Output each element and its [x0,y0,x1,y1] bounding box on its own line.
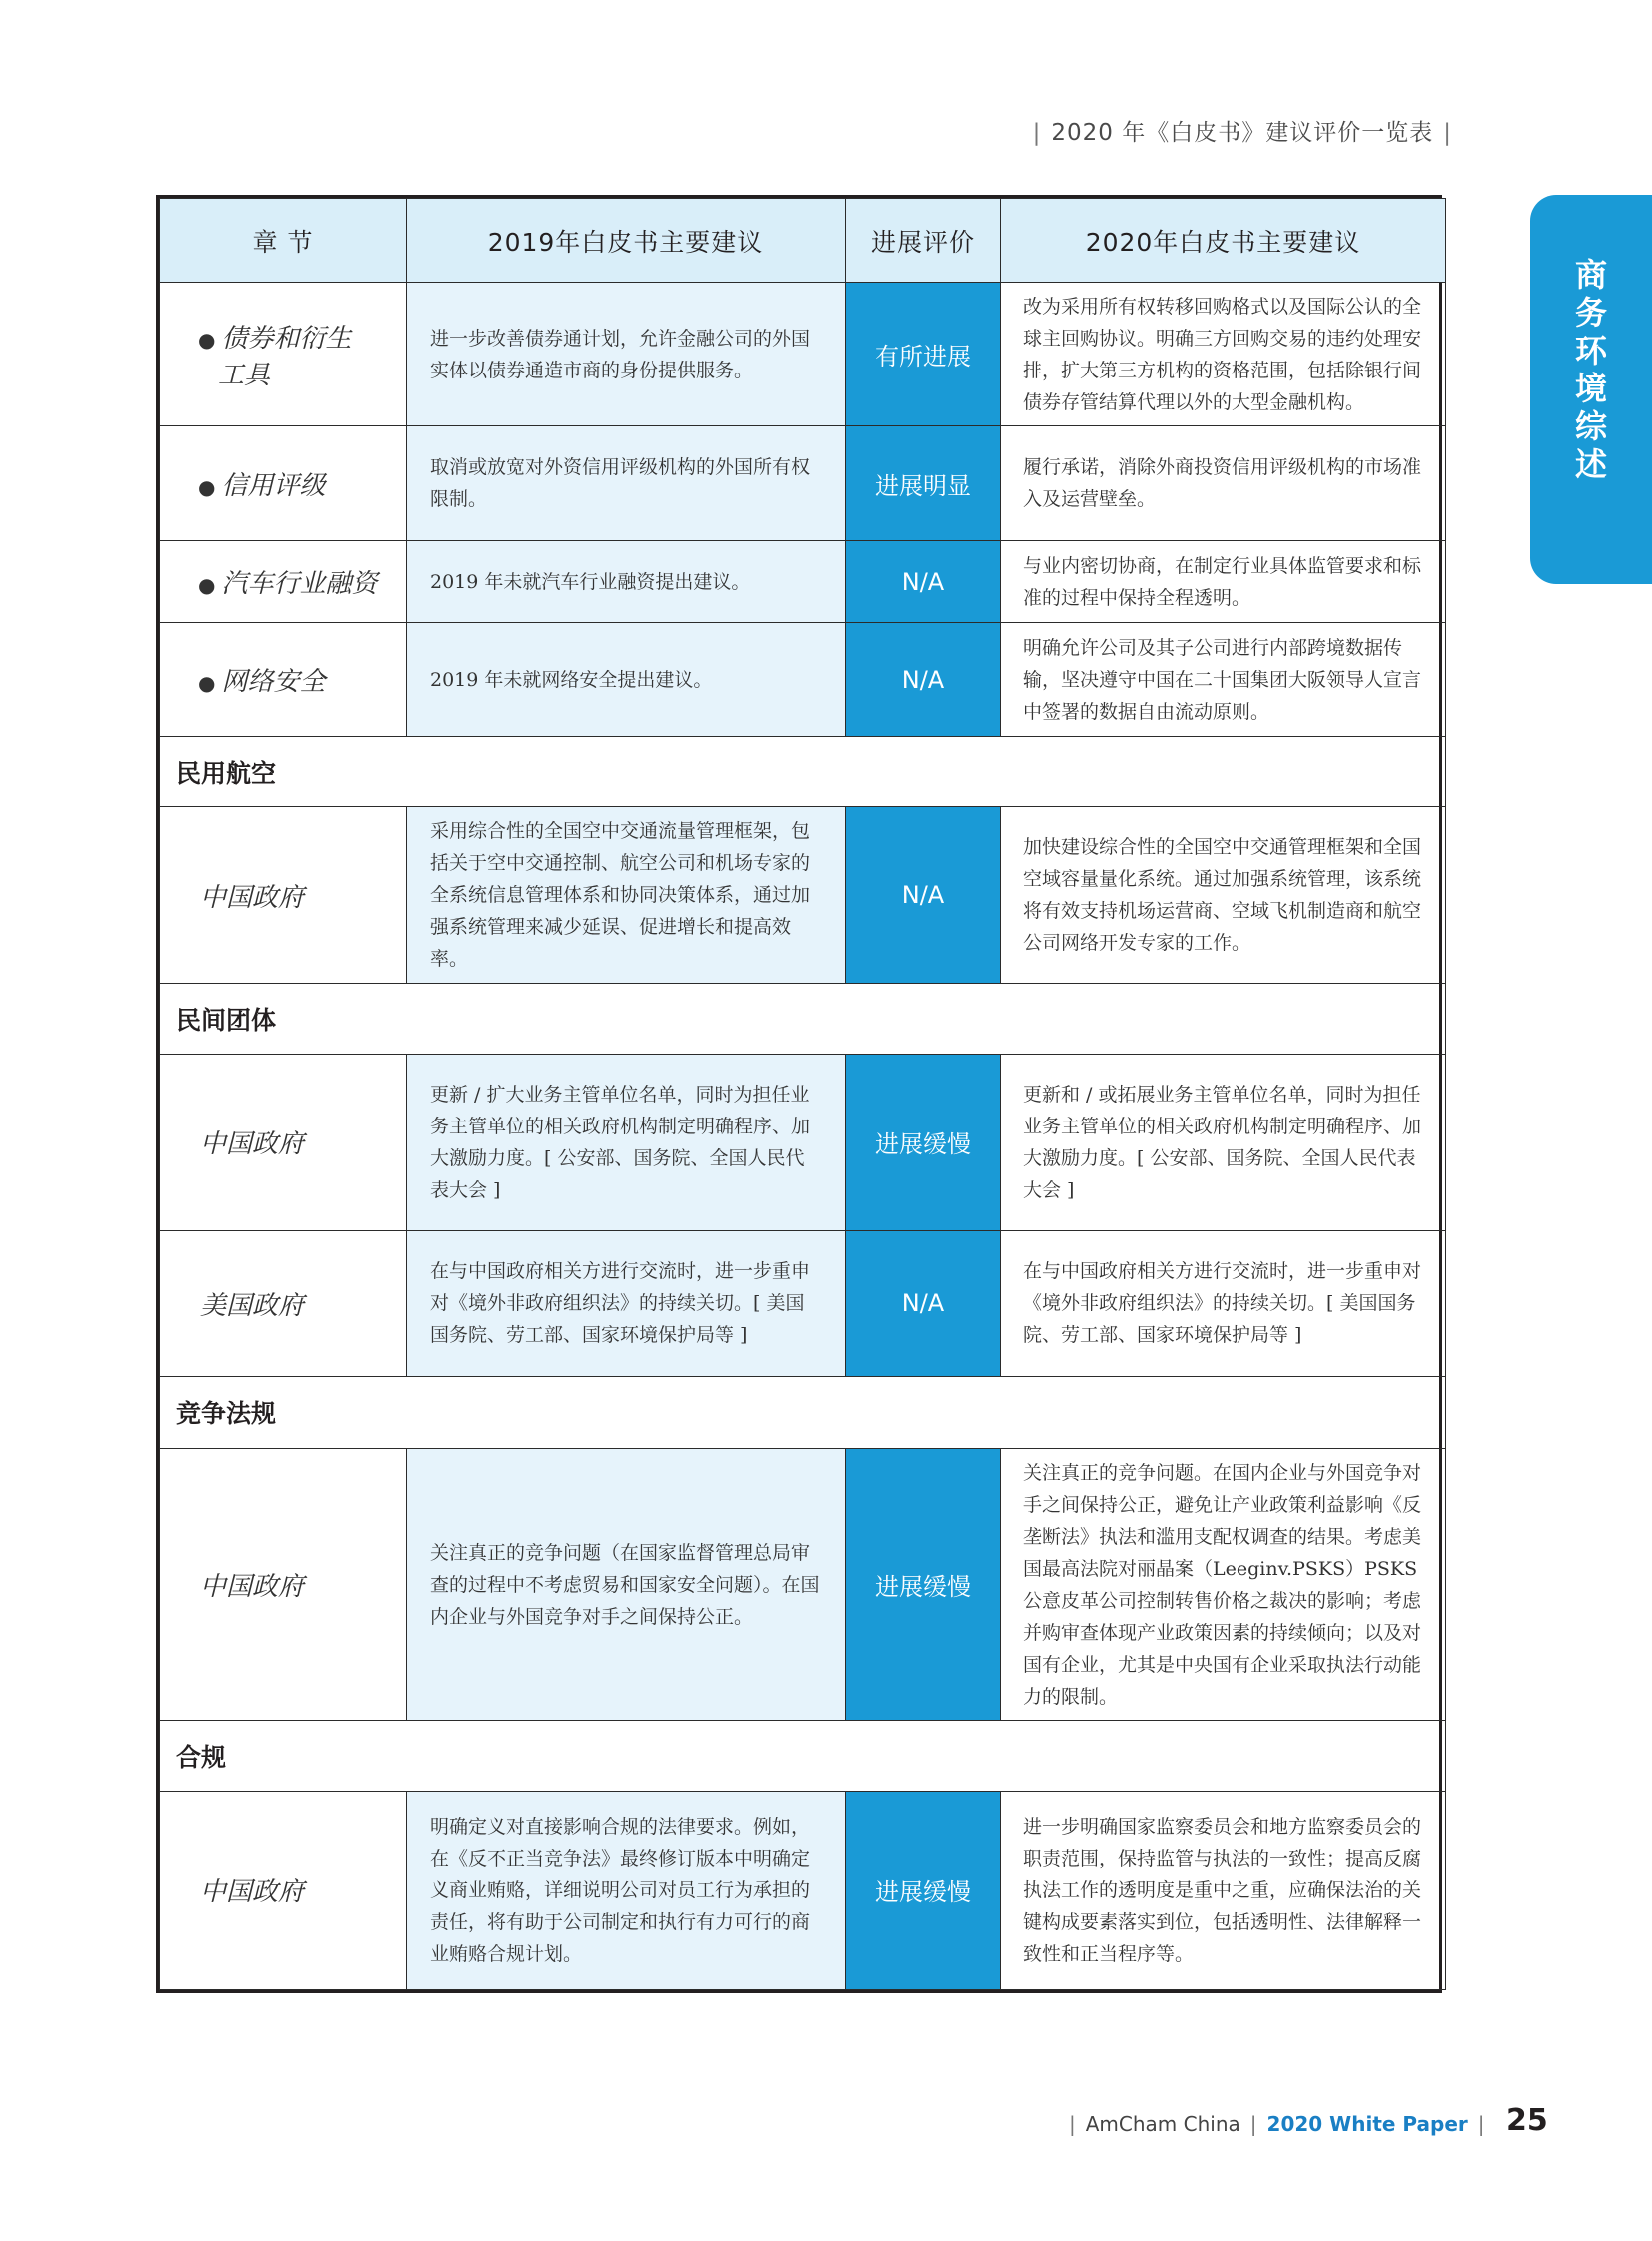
side-tab-char: 商 [1574,256,1607,294]
section-header-row [160,1721,1446,1791]
page-header-title: 2020 年《白皮书》建议评价一览表 [1051,120,1434,146]
evaluation-badge: 进展缓慢 [846,1448,1001,1721]
rec-2019-cell: 2019 年未就网络安全提出建议。 [407,623,846,737]
bullet-icon: ● [198,671,216,696]
rec-2020-cell: 加快建设综合性的全国空中交通管理框架和全国空域容量量化系统。通过加强系统管理，该系统将有效支持机场运营商、空域飞机制造商和航空公司网络开发专家的工作。 [1001,807,1446,984]
rec-2020-cell: 与业内密切协商，在制定行业具体监管要求和标准的过程中保持全程透明。 [1001,540,1446,622]
bullet-icon: ● [198,327,216,352]
rec-2020-cell: 履行承诺，消除外商投资信用评级机构的市场准入及运营壁垒。 [1001,426,1446,541]
section-header-row [160,1376,1446,1448]
evaluation-badge: N/A [846,540,1001,622]
section-title: 民间团体 [160,984,1446,1054]
topic-label-continued: 工具 [218,360,271,390]
rec-2019-cell: 2019 年未就汽车行业融资提出建议。 [407,540,846,622]
rec-2019-cell: 采用综合性的全国空中交通流量管理框架，包括关于空中交通控制、航空公司和机场专家的全系统信息管理体系和协同决策体系，通过加强系统管理来减少延误、促进增长和提高效率。 [407,807,846,984]
recommendation-table [156,195,1442,1993]
section-title: 合规 [160,1721,1446,1791]
table-row [160,1448,1446,1721]
rec-2020-cell: 改为采用所有权转移回购格式以及国际公认的全球主回购协议。明确三方回购交易的违约处理安排，扩大第三方机构的资格范围，包括除银行间债券存管结算代理以外的大型金融机构。 [1001,283,1446,426]
section-title: 竞争法规 [160,1376,1446,1448]
section-header-row [160,736,1446,806]
topic-cell: 中国政府 [160,1448,407,1721]
table-row [160,540,1446,622]
table-row [160,1230,1446,1376]
running-header [1023,114,1462,147]
page-footer [1059,2112,1538,2136]
evaluation-badge: 进展明显 [846,426,1001,541]
section-side-tab[interactable] [1530,195,1652,584]
footer-divider: | [1249,2112,1257,2136]
page-number: 25 [1506,2103,1548,2138]
evaluation-badge: N/A [846,807,1001,984]
side-tab-char: 综 [1574,407,1607,445]
section-title: 民用航空 [160,736,1446,806]
table-row [160,807,1446,984]
header-divider-right: | [1443,120,1452,146]
header-progress-evaluation: 进展评价 [846,199,1001,283]
topic-label: 信用评级 [221,470,326,501]
topic-cell [160,426,407,541]
rec-2019-cell: 明确定义对直接影响合规的法律要求。例如，在《反不正当竞争法》最终修订版本中明确定义商业贿赂，详细说明公司对员工行为承担的责任，将有助于公司制定和执行有力可行的商业贿赂合规计划。 [407,1791,846,1989]
topic-cell [160,623,407,737]
rec-2020-cell: 更新和 / 或拓展业务主管单位名单，同时为担任业务主管单位的相关政府机构制定明确程序、加大激励力度。[ 公安部、国务院、全国人民代表大会 ] [1001,1054,1446,1230]
topic-cell: 中国政府 [160,807,407,984]
rec-2019-cell: 在与中国政府相关方进行交流时，进一步重申对《境外非政府组织法》的持续关切。[ 美国国务院、劳工部、国家环境保护局等 ] [407,1230,846,1376]
topic-cell [160,283,407,426]
footer-org: AmCham China [1085,2112,1240,2136]
rec-2019-cell: 更新 / 扩大业务主管单位名单，同时为担任业务主管单位的相关政府机构制定明确程序、加大激励力度。[ 公安部、国务院、全国人民代表大会 ] [407,1054,846,1230]
footer-divider: | [1069,2112,1076,2136]
table-row [160,283,1446,426]
evaluation-badge: 有所进展 [846,283,1001,426]
topic-label: 网络安全 [221,667,326,698]
table-row [160,1054,1446,1230]
rec-2020-cell: 在与中国政府相关方进行交流时，进一步重申对《境外非政府组织法》的持续关切。[ 美国国务院、劳工部、国家环境保护局等 ] [1001,1230,1446,1376]
table-row [160,1791,1446,1989]
table-row [160,623,1446,737]
rec-2020-cell: 明确允许公司及其子公司进行内部跨境数据传输，坚决遵守中国在二十国集团大阪领导人宣言中签署的数据自由流动原则。 [1001,623,1446,737]
topic-cell: 美国政府 [160,1230,407,1376]
header-2020-recommendations: 2020年白皮书主要建议 [1001,199,1446,283]
rec-2019-cell: 关注真正的竞争问题（在国家监督管理总局审查的过程中不考虑贸易和国家安全问题）。在国内企业与外国竞争对手之间保持公正。 [407,1448,846,1721]
table-row [160,426,1446,541]
side-tab-char: 述 [1574,445,1607,483]
side-tab-char: 境 [1574,370,1607,407]
rec-2020-cell: 进一步明确国家监察委员会和地方监察委员会的职责范围，保持监管与执法的一致性；提高反腐执法工作的透明度是重中之重，应确保法治的关键构成要素落实到位，包括透明性、法律解释一致性和正当程序等。 [1001,1791,1446,1989]
topic-cell [160,540,407,622]
topic-label: 汽车行业融资 [221,569,378,600]
header-chapter: 章 节 [160,199,407,283]
evaluation-badge: N/A [846,1230,1001,1376]
bullet-icon: ● [198,573,216,598]
topic-cell: 中国政府 [160,1791,407,1989]
footer-publication: 2020 White Paper [1266,2112,1468,2136]
side-tab-char: 务 [1574,294,1607,332]
evaluation-badge: 进展缓慢 [846,1791,1001,1989]
bullet-icon: ● [198,474,216,499]
table-header-row [160,199,1446,283]
topic-label: 债券和衍生 [221,323,352,354]
rec-2019-cell: 取消或放宽对外资信用评级机构的外国所有权限制。 [407,426,846,541]
rec-2020-cell: 关注真正的竞争问题。在国内企业与外国竞争对手之间保持公正，避免让产业政策利益影响《反垄断法》执法和滥用支配权调查的结果。考虑美国最高法院对丽晶案（Leeginv.PSKS）PSKS 公意皮革公司控制转售价格之裁决的影响；考虑并购审查体现产业政策因素的持续倾向；以及对国有企业，尤其是中央国有企业采取执法行动能力的限制。 [1001,1448,1446,1721]
header-2019-recommendations: 2019年白皮书主要建议 [407,199,846,283]
evaluation-badge: 进展缓慢 [846,1054,1001,1230]
header-divider-left: | [1032,120,1042,146]
evaluation-badge: N/A [846,623,1001,737]
footer-divider: | [1477,2112,1485,2136]
topic-cell: 中国政府 [160,1054,407,1230]
side-tab-char: 环 [1574,332,1607,370]
section-header-row [160,984,1446,1054]
rec-2019-cell: 进一步改善债券通计划，允许金融公司的外国实体以债券通造市商的身份提供服务。 [407,283,846,426]
